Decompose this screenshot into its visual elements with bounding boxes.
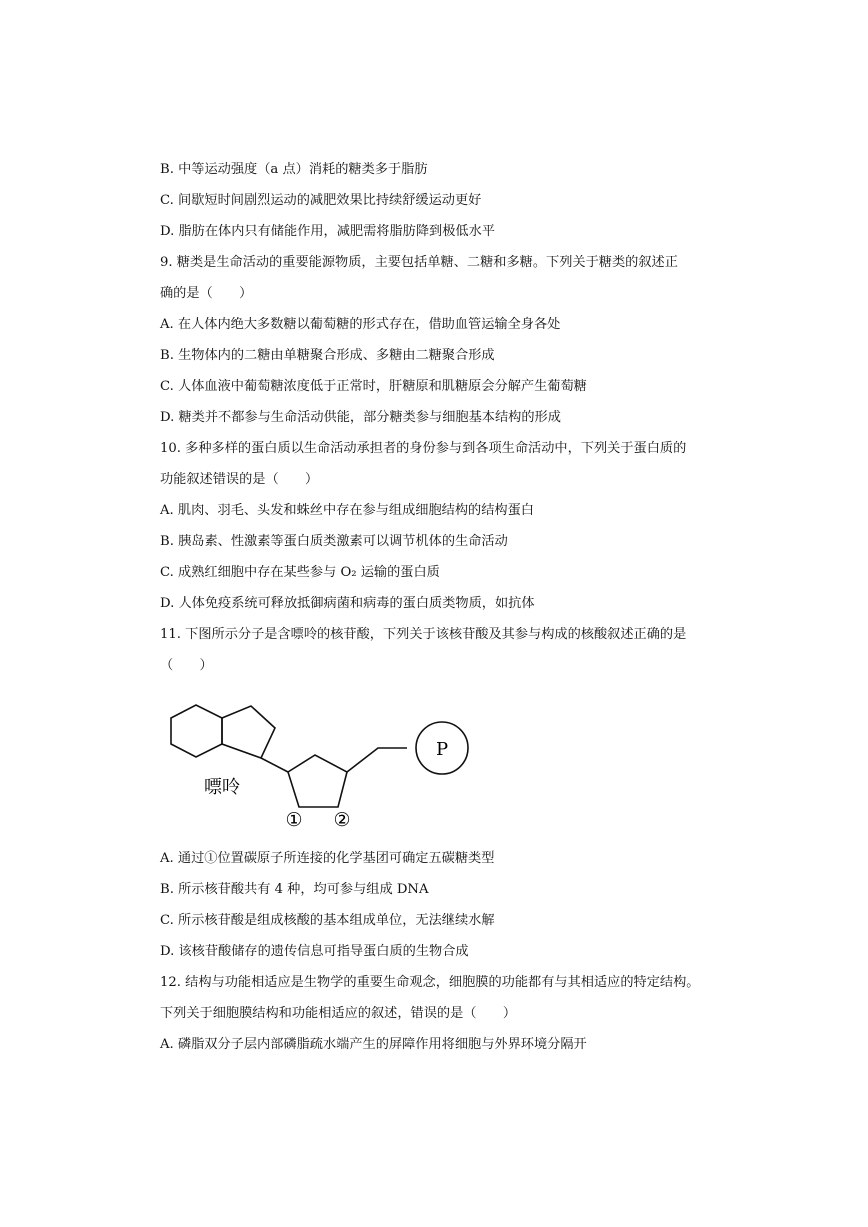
option-12a: A. 磷脂双分子层内部磷脂疏水端产生的屏障作用将细胞与外界环境分隔开 (160, 1037, 587, 1052)
option-9a: A. 在人体内绝大多数糖以葡萄糖的形式存在，借助血管运输全身各处 (160, 317, 561, 332)
option-11d: D. 该核苷酸储存的遗传信息可指导蛋白质的生物合成 (160, 944, 469, 959)
purine-pentagon (222, 706, 275, 758)
phosphate-label: P (435, 739, 449, 760)
option-9b: B. 生物体内的二糖由单糖聚合形成、多糖由二糖聚合形成 (160, 348, 495, 363)
option-8d: D. 脂肪在体内只有储能作用，减肥需将脂肪降到极低水平 (160, 224, 495, 239)
question-11-stem: 11. 下图所示分子是含嘌呤的核苷酸，下列关于该核苷酸及其参与构成的核酸叙述正确的是 (160, 627, 687, 642)
nucleotide-diagram (160, 700, 480, 835)
question-11-stem-cont: （ ） (160, 658, 213, 673)
option-10c: C. 成熟红细胞中存在某些参与 O₂ 运输的蛋白质 (160, 565, 440, 580)
question-9-stem: 9. 糖类是生命活动的重要能源物质，主要包括单糖、二糖和多糖。下列关于糖类的叙述正 (160, 255, 678, 270)
phosphate-bond (347, 748, 407, 772)
option-11a: A. 通过①位置碳原子所连接的化学基团可确定五碳糖类型 (160, 851, 495, 866)
question-12-stem: 12. 结构与功能相适应是生物学的重要生命观念，细胞膜的功能都有与其相适应的特定结构。 (160, 975, 700, 990)
question-9-stem-cont: 确的是（ ） (160, 286, 253, 301)
option-11b: B. 所示核苷酸共有 4 种，均可参与组成 DNA (160, 882, 429, 897)
carbon-1-label: ① (285, 809, 303, 831)
question-10-stem-cont: 功能叙述错误的是（ ） (160, 472, 319, 487)
glycosidic-bond (261, 758, 288, 772)
option-9c: C. 人体血液中葡萄糖浓度低于正常时，肝糖原和肌糖原会分解产生葡萄糖 (160, 379, 587, 394)
option-10d: D. 人体免疫系统可释放抵御病菌和病毒的蛋白质类物质，如抗体 (160, 596, 535, 611)
question-10-stem: 10. 多种多样的蛋白质以生命活动承担者的身份参与到各项生命活动中，下列关于蛋白质的 (160, 441, 687, 456)
option-8c: C. 间歇短时间剧烈运动的减肥效果比持续舒缓运动更好 (160, 193, 482, 208)
option-9d: D. 糖类并不都参与生命活动供能，部分糖类参与细胞基本结构的形成 (160, 410, 561, 425)
option-8b: B. 中等运动强度（a 点）消耗的糖类多于脂肪 (160, 162, 428, 177)
option-11c: C. 所示核苷酸是组成核酸的基本组成单位，无法继续水解 (160, 913, 495, 928)
ribose-pentagon (288, 755, 347, 807)
option-10a: A. 肌肉、羽毛、头发和蛛丝中存在参与组成细胞结构的结构蛋白 (160, 503, 534, 518)
carbon-2-label: ② (333, 809, 351, 831)
question-12-stem-cont: 下列关于细胞膜结构和功能相适应的叙述，错误的是（ ） (160, 1006, 517, 1021)
purine-hexagon (171, 705, 222, 757)
option-10b: B. 胰岛素、性激素等蛋白质类激素可以调节机体的生命活动 (160, 534, 508, 549)
purine-label: 嘌呤 (204, 777, 240, 798)
